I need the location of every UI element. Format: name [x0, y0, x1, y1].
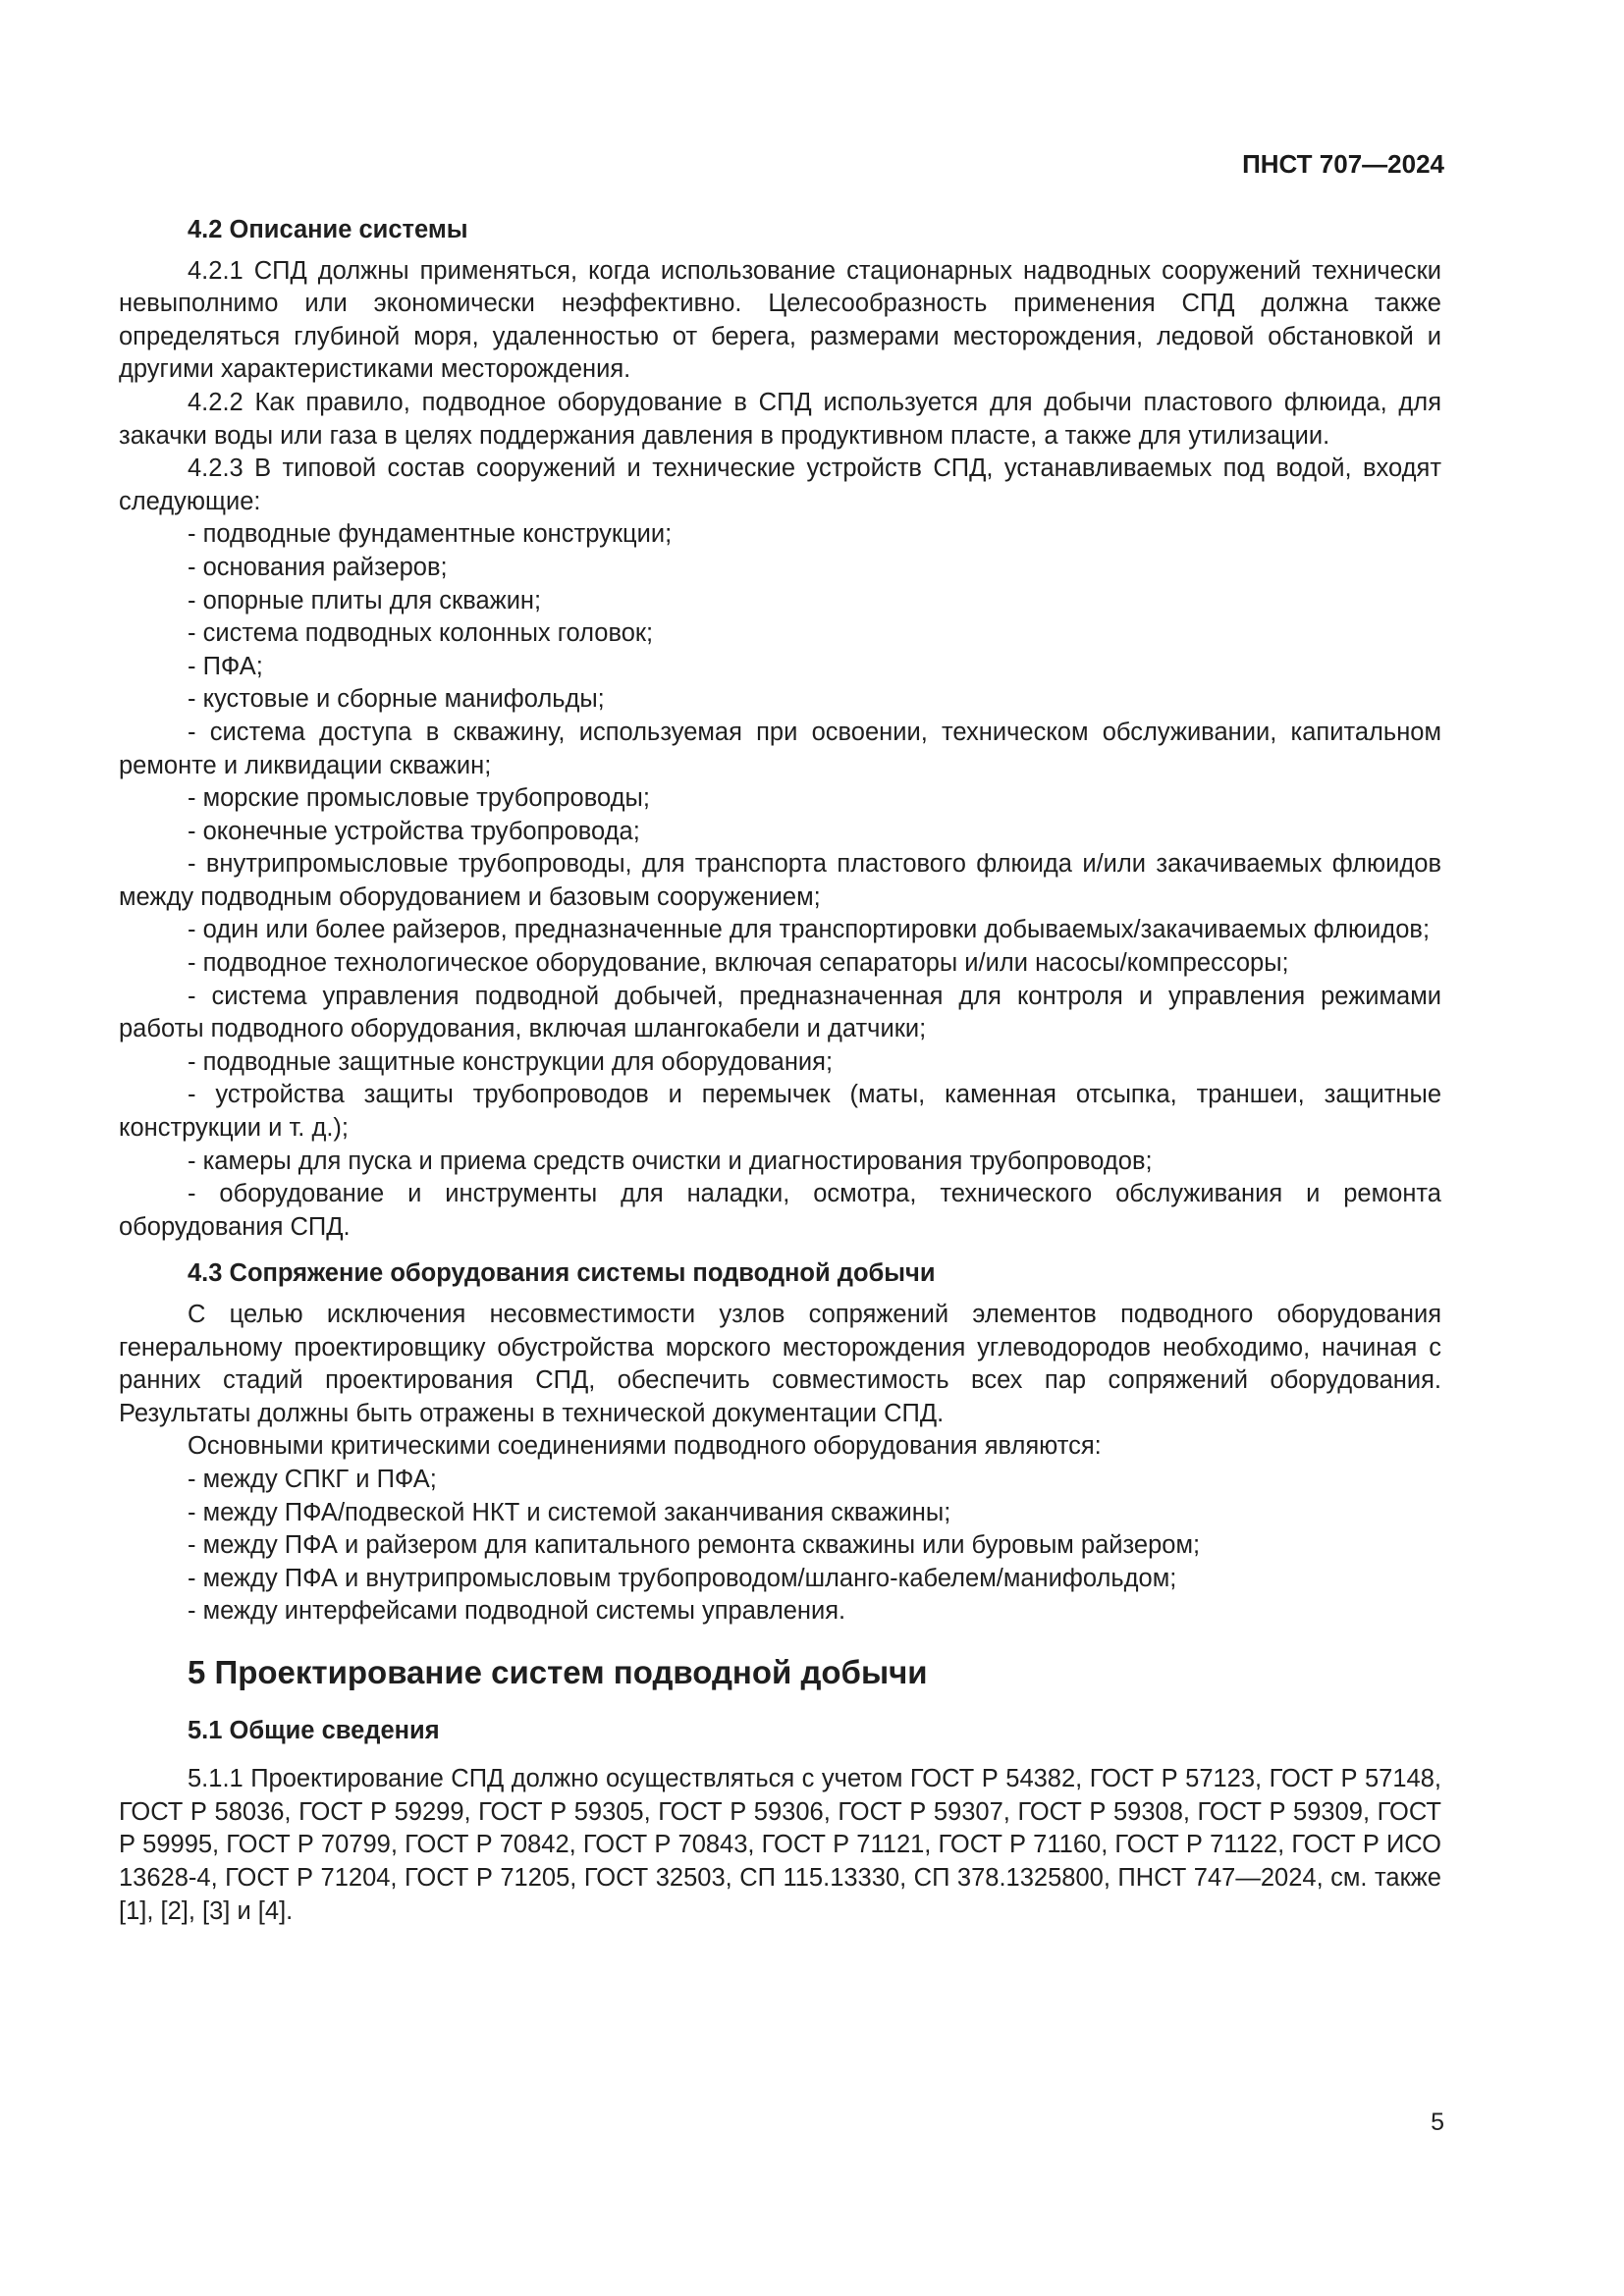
paragraph-4-3-1: С целью исключения несовместимости узлов сопряжений элементов подводного оборудования генеральному проектировщику обустройства морского месторождения углеводородов необходимо, начиная с ранних стадий проектирования СПД, обеспечить совместимость всех пар сопряжений оборудования. Результаты должны быть отражены в технической документации СПД.: [119, 1301, 1441, 1427]
list-item: - основания райзеров;: [188, 553, 448, 581]
list-item: - внутрипромысловые трубопроводы, для транспорта пластового флюида и/или закачиваемых флюидов между подводным оборудованием и базовым сооружением;: [119, 850, 1441, 911]
list-item: - подводные защитные конструкции для оборудования;: [188, 1047, 834, 1076]
list-item: - подводное технологическое оборудование, включая сепараторы и/или насосы/компрессоры;: [188, 949, 1289, 978]
list-item: - оконечные устройства трубопровода;: [188, 817, 640, 845]
paragraph-4-3-2: Основными критическими соединениями подводного оборудования являются:: [188, 1432, 1102, 1461]
section-4-3-heading: 4.3 Сопряжение оборудования системы подводной добычи: [188, 1259, 936, 1288]
list-item: - система подводных колонных головок;: [188, 619, 654, 648]
list-item: - ПФА;: [188, 652, 263, 680]
paragraph-4-2-3: 4.2.3 В типовой состав сооружений и технические устройств СПД, устанавливаемых под водой, входят следующие:: [119, 454, 1441, 515]
connections-list: [119, 1464, 1441, 1629]
list-item: - система доступа в скважину, используемая при освоении, техническом обслуживании, капитальном ремонте и ликвидации скважин;: [119, 718, 1441, 779]
section-5-heading: 5 Проектирование систем подводной добычи: [188, 1653, 928, 1690]
paragraph-4-2-2: 4.2.2 Как правило, подводное оборудование в СПД используется для добычи пластового флюида, для закачки воды или газа в целях поддержания давления в продуктивном пласте, а также для утилизации.: [119, 388, 1441, 450]
list-item: - оборудование и инструменты для наладки, осмотра, технического обслуживания и ремонта оборудования СПД.: [119, 1180, 1441, 1241]
list-item: - подводные фундаментные конструкции;: [188, 520, 673, 549]
list-item: - между ПФА/подвеской НКТ и системой заканчивания скважины;: [188, 1498, 951, 1526]
list-item: - между СПКГ и ПФА;: [188, 1465, 437, 1493]
list-item: - морские промысловые трубопроводы;: [188, 784, 650, 813]
section-4-2-heading: 4.2 Описание системы: [188, 216, 468, 243]
equipment-list: [119, 518, 1441, 1244]
document-code: ПНСТ 707—2024: [1242, 149, 1444, 179]
list-item: - между ПФА и внутрипромысловым трубопроводом/шланго-кабелем/манифольдом;: [188, 1564, 1177, 1592]
document-body: [119, 214, 1441, 1928]
list-item: - опорные плиты для скважин;: [188, 586, 542, 614]
page-number: 5: [1431, 2109, 1444, 2136]
paragraph-4-2-1: 4.2.1 СПД должны применяться, когда использование стационарных надводных сооружений технически невыполнимо или экономически неэффективно. Целесообразность применения СПД должна также определяться глубиной моря, удаленностью от берега, размерами месторождения, ледовой обстановкой и другими характеристиками месторождения.: [119, 256, 1441, 384]
paragraph-5-1-1: 5.1.1 Проектирование СПД должно осуществляться с учетом ГОСТ Р 54382, ГОСТ Р 57123, ГОСТ Р 57148, ГОСТ Р 58036, ГОСТ Р 59299, ГОСТ Р 59305, ГОСТ Р 59306, ГОСТ Р 59307, ГОСТ Р 59308, ГОСТ Р 59309, ГОСТ Р 59995, ГОСТ Р 70799, ГОСТ Р 70842, ГОСТ Р 70843, ГОСТ Р 71121, ГОСТ Р 71160, ГОСТ Р 71122, ГОСТ Р ИСО 13628-4, ГОСТ Р 71204, ГОСТ Р 71205, ГОСТ 32503, СП 115.13330, СП 378.1325800, ПНСТ 747—2024, см. также [1], [2], [3] и [4].: [119, 1765, 1441, 1925]
list-item: - система управления подводной добычей, предназначенная для контроля и управления режимами работы подводного оборудования, включая шлангокабели и датчики;: [119, 982, 1441, 1043]
list-item: - между ПФА и райзером для капитального ремонта скважины или буровым райзером;: [188, 1531, 1201, 1560]
list-item: - камеры для пуска и приема средств очистки и диагностирования трубопроводов;: [188, 1147, 1153, 1175]
list-item: - между интерфейсами подводной системы управления.: [188, 1597, 846, 1626]
section-5-1-heading: 5.1 Общие сведения: [188, 1716, 440, 1744]
list-item: - один или более райзеров, предназначенные для транспортировки добываемых/закачиваемых флюидов;: [188, 916, 1431, 944]
list-item: - устройства защиты трубопроводов и перемычек (маты, каменная отсыпка, траншеи, защитные конструкции и т. д.);: [119, 1081, 1441, 1143]
list-item: - кустовые и сборные манифольды;: [188, 685, 605, 714]
